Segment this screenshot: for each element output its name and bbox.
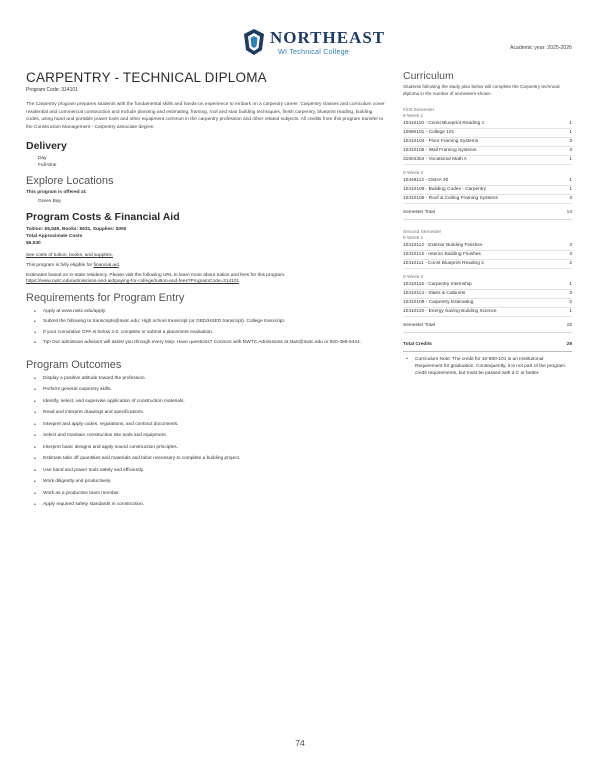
list-item: • Apply required safety standards in construction. (34, 502, 386, 508)
delivery-heading: Delivery (26, 140, 67, 153)
course-row (403, 299, 572, 308)
course-credits: 1 (569, 281, 572, 287)
course-credits: 2 (569, 260, 572, 266)
page-header (0, 24, 600, 64)
list-item: • Use hand and power tools safely and efficiently. (34, 468, 386, 474)
shield-icon (242, 28, 266, 56)
course-row (403, 290, 572, 299)
week-heading: 8 Week 1 (403, 235, 424, 241)
page-title: CARPENTRY - TECHNICAL DIPLOMA (26, 70, 267, 85)
location-name: Green Bay (38, 199, 61, 205)
logo-subtitle: WI Technical College (278, 47, 349, 56)
week-heading: 8 Week 2 (403, 274, 424, 280)
page-number: 74 (295, 738, 305, 748)
semester-total-value: 14 (566, 209, 572, 215)
course-credits: 3 (569, 138, 572, 144)
costs-heading: Program Costs & Financial Aid (26, 211, 180, 224)
list-item: • Estimate take off quantities and materials and labor necessary to complete a building project. (34, 456, 386, 462)
total-cost-value: $6,530 (26, 240, 41, 246)
course-credits: 2 (569, 299, 572, 305)
total-credits-value: 29 (566, 341, 572, 347)
list-item: • Read and interpret drawings and specifications. (34, 410, 386, 416)
total-credits-label: Total Credits (403, 341, 432, 347)
course-credits: 3 (569, 251, 572, 257)
course-row (403, 129, 572, 138)
course-credits: 1 (569, 156, 572, 162)
financial-aid-link[interactable]: financial aid (93, 262, 119, 268)
logo-name: NORTHEAST (270, 28, 386, 47)
course-credits: 3 (569, 290, 572, 296)
semester-total-row (403, 322, 572, 333)
delivery-list (26, 155, 386, 169)
course-row (403, 156, 572, 165)
course-name: 10449112 - OSHA 30 (403, 177, 449, 183)
course-row (403, 177, 572, 186)
list-item: • Apply at www.nwtc.edu/apply. (34, 309, 386, 315)
course-credits: 3 (569, 195, 572, 201)
course-row (403, 281, 572, 290)
course-name: 10410106 - Roof & Ceiling Framing Systems (403, 195, 498, 201)
academic-year: Academic year: 2025-2026 (510, 45, 572, 51)
costs-section (26, 211, 386, 286)
course-name: 10410115 - Carpentry Internship (403, 281, 472, 287)
course-name: 10410114 - Stairs & Cabinets (403, 290, 466, 296)
course-row (403, 260, 572, 269)
financial-aid-line (26, 263, 386, 268)
list-item: • Perform general carpentry skills. (34, 387, 386, 393)
course-row (403, 242, 572, 251)
list-item: • Tip! Our admission advisors will assist you through every step. Have questions? Connect with NWTC Admissions at start@nwtc.edu or 920-498-5444. (34, 340, 386, 346)
course-row (403, 195, 572, 204)
outcomes-heading: Program Outcomes (26, 358, 122, 371)
course-name: 10410112 - Exterior Building Finishes (403, 242, 483, 248)
course-credits: 3 (569, 242, 572, 248)
list-item: • Display a positive attitude toward the profession. (34, 376, 386, 382)
week-heading: 8 Week 2 (403, 170, 424, 176)
semester-heading: Second Semester (403, 229, 442, 235)
course-name: 10410104 - Floor Framing Systems (403, 138, 479, 144)
course-name: 10410105 - Wall Framing Systems (403, 147, 477, 153)
requirements-heading: Requirements for Program Entry (26, 291, 185, 304)
list-item: • Select and maintain construction site tools and equipment. (34, 433, 386, 439)
list-item: • Work as a productive team member. (34, 491, 386, 497)
program-details (26, 70, 386, 514)
course-credits: 1 (569, 120, 572, 126)
week-heading: 8 Week 1 (403, 113, 424, 119)
course-name: 10410120 - Energy Saving Building Science (403, 308, 497, 314)
curriculum-panel (403, 70, 572, 377)
curriculum-heading: Curriculum (403, 70, 454, 82)
list-item: • Identify, select, and supervise application of construction materials. (34, 399, 386, 405)
course-row (403, 308, 572, 317)
course-name: 10410108 - Building Codes - Carpentry (403, 186, 487, 192)
course-credits: 1 (569, 308, 572, 314)
estimates-note: Estimates based on in-state residency. Please visit the following URL to learn more about tuition and fees for this program. (26, 272, 286, 278)
locations-section (26, 175, 386, 204)
course-row (403, 147, 572, 156)
list-item: Day (38, 156, 47, 162)
course-row (403, 251, 572, 260)
semester-heading: First Semester (403, 107, 435, 113)
course-row (403, 120, 572, 129)
list-item: • Interpret and apply codes, regulations, and contract documents. (34, 422, 386, 428)
course-credits: 1 (569, 129, 572, 135)
list-item: Full-time (38, 163, 57, 169)
costs-link[interactable]: See costs of tuition, books, and supplies. (26, 252, 113, 258)
semester-total-value: 15 (566, 322, 572, 328)
requirements-section (26, 292, 386, 347)
course-row (403, 138, 572, 147)
semester-total-label: Semester Total (403, 322, 435, 328)
college-logo (242, 28, 386, 60)
outcomes-section (26, 359, 386, 509)
tuition-url-link[interactable]: https://www.nwtc.edu/admissions-and-aid/paying-for-college/tuition-and-fees?ProgramCode=314101 (26, 279, 240, 285)
course-name: 10410111 - Const Blueprint Reading 2 (403, 260, 484, 266)
curriculum-note: • Curriculum Note: The credit for 10-890-101 is an Institutional Requirement for graduation. Consequently, it is not part of the program credit requirements, but must be passed with a C or better. (403, 356, 572, 377)
delivery-section (26, 140, 386, 169)
locations-heading: Explore Locations (26, 175, 114, 188)
financial-aid-suffix: . (118, 262, 121, 268)
tuition-line: Tuition: $5,549, Books: $631, Supplies: $350 (26, 227, 127, 233)
course-name: 10890101 - College 101 (403, 129, 455, 135)
course-name: 31804304 - Vocational Math A (403, 156, 468, 162)
course-name: 10410110 - Const Blueprint Reading 1 (403, 120, 485, 126)
financial-aid-prefix: This program is fully eligible for (26, 262, 94, 268)
list-item: • Submit the following to transcripts@nwtc.edu: High school transcript (or GED/HSED transcript). College transcript. (34, 319, 386, 325)
course-credits: 3 (569, 147, 572, 153)
list-item: • If your cumulative GPA is below 2.6, complete or submit a placement evaluation. (34, 330, 386, 336)
course-name: 10410109 - Carpentry Estimating (403, 299, 474, 305)
semester-total-row (403, 209, 572, 220)
semester-total-label: Semester Total (403, 209, 435, 215)
curriculum-intro: Students following the study plan below will complete the Carpentry technical diploma in the number of semesters shown. (403, 84, 560, 96)
list-item: • Interpret basic designs and apply sound construction principles. (34, 445, 386, 451)
requirements-list (26, 309, 386, 347)
course-credits: 1 (569, 186, 572, 192)
program-description: The Carpentry program prepares students with the fundamental skills and hands-on experience to embark on a carpentry career. Carpentry classes and curriculum cover residential and commercial construction and include planning and estimating, framing, roof and stair building techniques, finish carpentry, blueprint reading, building codes, using hand and portable power tools and other equipment common in the carpentry profession and other related subjects. All credits from this program transfer to the Construction Management - Carpentry associate degree. (26, 102, 385, 130)
offered-label: This program is offered at: (26, 190, 87, 196)
total-cost-label: Total Approximate Costs (26, 234, 83, 240)
total-credits-row (403, 341, 572, 352)
course-name: 10410113 - Interior Building Finishes (403, 251, 481, 257)
course-credits: 1 (569, 177, 572, 183)
outcomes-list (26, 376, 386, 509)
list-item: • Work diligently and productively. (34, 479, 386, 485)
program-code: Program Code: 314101 (26, 87, 78, 93)
course-row (403, 186, 572, 195)
